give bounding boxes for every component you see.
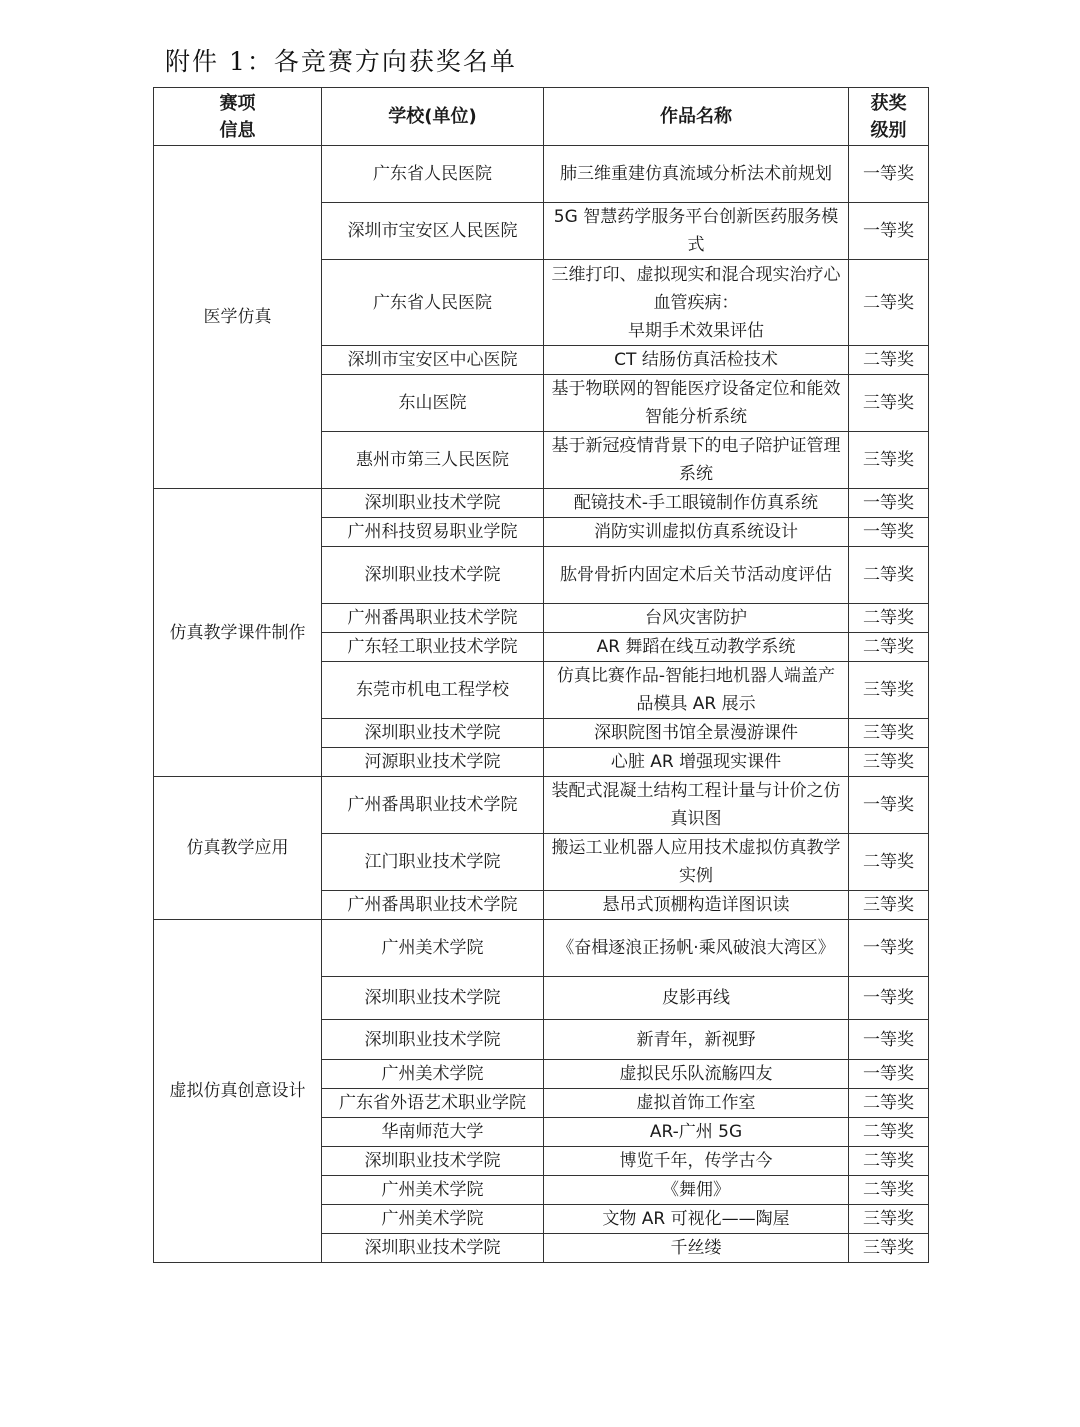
work-title-cell: 心脏 AR 增强现实课件 [544,748,849,777]
school-cell: 深圳职业技术学院 [322,1020,544,1060]
work-title-cell: 5G 智慧药学服务平台创新医药服务模式 [544,203,849,260]
header-award-line1: 获奖 [870,92,907,114]
school-cell: 广州番禺职业技术学院 [322,604,544,633]
award-level-cell: 二等奖 [849,1147,929,1176]
work-title-cell: 装配式混凝土结构工程计量与计价之仿真识图 [544,777,849,834]
category-cell: 虚拟仿真创意设计 [154,920,322,1263]
award-level-cell: 一等奖 [849,203,929,260]
award-level-cell: 一等奖 [849,146,929,203]
work-title-cell: 文物 AR 可视化——陶屋 [544,1205,849,1234]
award-level-cell: 二等奖 [849,1118,929,1147]
work-title-cell: 肱骨骨折内固定术后关节活动度评估 [544,547,849,604]
school-cell: 深圳市宝安区中心医院 [322,346,544,375]
school-cell: 深圳职业技术学院 [322,1147,544,1176]
award-level-cell: 一等奖 [849,777,929,834]
work-title-cell: 千丝缕 [544,1234,849,1263]
header-work: 作品名称 [544,88,849,146]
school-cell: 广州科技贸易职业学院 [322,518,544,547]
work-title-cell: 《奋楫逐浪正扬帆·乘风破浪大湾区》 [544,920,849,977]
award-level-cell: 一等奖 [849,1020,929,1060]
work-title-cell: AR 舞蹈在线互动教学系统 [544,633,849,662]
school-cell: 广东省人民医院 [322,146,544,203]
award-level-cell: 三等奖 [849,891,929,920]
school-cell: 广州美术学院 [322,920,544,977]
work-title-cell: 《舞佣》 [544,1176,849,1205]
school-cell: 华南师范大学 [322,1118,544,1147]
header-row [154,88,929,146]
header-category-line1: 赛项 [219,92,256,114]
table-row [154,146,929,203]
work-title-cell: 仿真比赛作品-智能扫地机器人端盖产品模具 AR 展示 [544,662,849,719]
school-cell: 河源职业技术学院 [322,748,544,777]
school-cell: 东山医院 [322,375,544,432]
award-level-cell: 一等奖 [849,518,929,547]
school-cell: 深圳市宝安区人民医院 [322,203,544,260]
award-level-cell: 一等奖 [849,920,929,977]
school-cell: 深圳职业技术学院 [322,489,544,518]
school-cell: 深圳职业技术学院 [322,1234,544,1263]
award-level-cell: 二等奖 [849,1089,929,1118]
award-level-cell: 三等奖 [849,1234,929,1263]
award-level-cell: 三等奖 [849,375,929,432]
table-row [154,777,929,834]
award-level-cell: 二等奖 [849,346,929,375]
work-title-cell: CT 结肠仿真活检技术 [544,346,849,375]
category-cell: 仿真教学应用 [154,777,322,920]
work-title-cell: 肺三维重建仿真流域分析法术前规划 [544,146,849,203]
award-level-cell: 二等奖 [849,547,929,604]
table-row [154,920,929,977]
award-level-cell: 二等奖 [849,1176,929,1205]
award-level-cell: 三等奖 [849,432,929,489]
work-title-cell: 消防实训虚拟仿真系统设计 [544,518,849,547]
header-award-line2: 级别 [870,119,907,141]
award-level-cell: 三等奖 [849,1205,929,1234]
work-title-cell: 虚拟民乐队流觞四友 [544,1060,849,1089]
work-title-cell: 三维打印、虚拟现实和混合现实治疗心血管疾病： 早期手术效果评估 [544,260,849,346]
award-level-cell: 二等奖 [849,633,929,662]
header-award [849,88,929,146]
award-level-cell: 一等奖 [849,489,929,518]
award-level-cell: 一等奖 [849,1060,929,1089]
award-level-cell: 二等奖 [849,604,929,633]
award-level-cell: 三等奖 [849,719,929,748]
school-cell: 江门职业技术学院 [322,834,544,891]
school-cell: 广东省人民医院 [322,260,544,346]
school-cell: 东莞市机电工程学校 [322,662,544,719]
table-row [154,489,929,518]
page-title: 附件 1：各竞赛方向获奖名单 [165,47,517,76]
work-title-cell: 配镜技术-手工眼镜制作仿真系统 [544,489,849,518]
work-title-cell: 悬吊式顶棚构造详图识读 [544,891,849,920]
award-level-cell: 三等奖 [849,662,929,719]
school-cell: 广州番禺职业技术学院 [322,777,544,834]
school-cell: 广州美术学院 [322,1176,544,1205]
work-title-cell: 皮影再线 [544,977,849,1020]
school-cell: 广州美术学院 [322,1060,544,1089]
school-cell: 广东轻工职业技术学院 [322,633,544,662]
award-level-cell: 二等奖 [849,260,929,346]
table-body [154,146,929,1263]
work-title-cell: 虚拟首饰工作室 [544,1089,849,1118]
header-category [154,88,322,146]
work-title-cell: 基于新冠疫情背景下的电子陪护证管理系统 [544,432,849,489]
school-cell: 广东省外语艺术职业学院 [322,1089,544,1118]
category-cell: 医学仿真 [154,146,322,489]
header-category-line2: 信息 [219,119,256,141]
work-title-cell: 搬运工业机器人应用技术虚拟仿真教学实例 [544,834,849,891]
award-level-cell: 三等奖 [849,748,929,777]
work-title-cell: 新青年，新视野 [544,1020,849,1060]
school-cell: 广州美术学院 [322,1205,544,1234]
school-cell: 深圳职业技术学院 [322,977,544,1020]
work-title-cell: 台风灾害防护 [544,604,849,633]
school-cell: 广州番禺职业技术学院 [322,891,544,920]
award-level-cell: 一等奖 [849,977,929,1020]
work-title-cell: AR-广州 5G [544,1118,849,1147]
header-school: 学校(单位) [322,88,544,146]
work-title-cell: 深职院图书馆全景漫游课件 [544,719,849,748]
work-title-cell: 基于物联网的智能医疗设备定位和能效智能分析系统 [544,375,849,432]
school-cell: 深圳职业技术学院 [322,719,544,748]
award-level-cell: 二等奖 [849,834,929,891]
work-title-cell: 博览千年，传学古今 [544,1147,849,1176]
school-cell: 深圳职业技术学院 [322,547,544,604]
category-cell: 仿真教学课件制作 [154,489,322,777]
awards-table [153,87,929,1263]
school-cell: 惠州市第三人民医院 [322,432,544,489]
